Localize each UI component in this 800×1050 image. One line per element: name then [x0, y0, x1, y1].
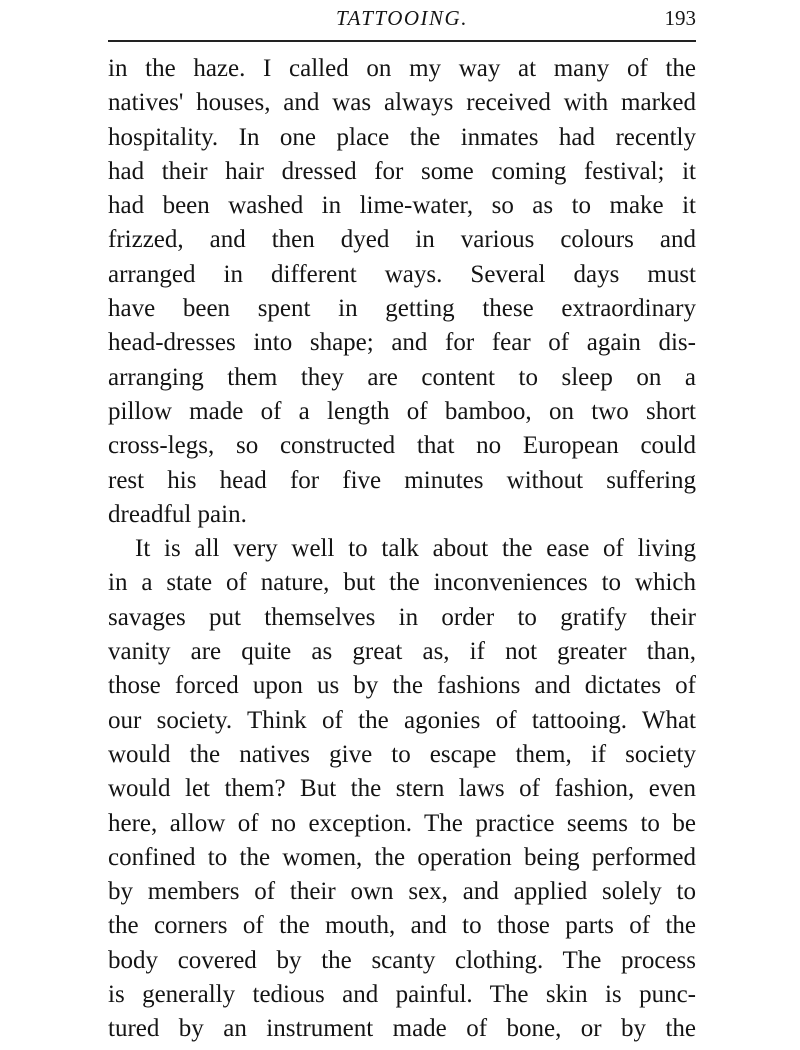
body-text — [108, 52, 696, 1047]
text-line: in the haze. I called on my way at many of the — [108, 55, 696, 82]
text-line: frizzed, and then dyed in various colours and — [108, 226, 696, 254]
running-head — [108, 6, 696, 36]
paragraph-start-line: It is all very well to talk about the ease of living — [135, 535, 696, 563]
text-line: in a state of nature, but the inconveniences to which — [108, 569, 696, 597]
text-line: would the natives give to escape them, if society — [108, 740, 696, 768]
text-line: arranged in different ways. Several days must — [108, 260, 696, 288]
text-line: natives' houses, and was always received with marked — [108, 89, 696, 117]
text-line: would let them? But the stern laws of fashion, even — [108, 775, 696, 803]
text-line: the corners of the mouth, and to those parts of the — [108, 912, 696, 940]
text-line: here, allow of no exception. The practice seems to be — [108, 809, 696, 837]
text-line: vanity are quite as great as, if not greater than, — [108, 638, 696, 666]
text-line: had been washed in lime-water, so as to make it — [108, 192, 696, 220]
text-line: had their hair dressed for some coming festival; it — [108, 157, 696, 185]
header-rule — [108, 40, 696, 42]
text-line: confined to the women, the operation being performed — [108, 843, 696, 871]
text-line: rest his head for five minutes without suffering — [108, 466, 696, 494]
text-line: head-dresses into shape; and for fear of again dis- — [108, 329, 696, 357]
text-line: those forced upon us by the fashions and dictates of — [108, 672, 696, 700]
running-title: TATTOOING. — [336, 6, 468, 30]
page-number: 193 — [664, 6, 696, 30]
text-line: by members of their own sex, and applied solely to — [108, 878, 696, 906]
text-line: our society. Think of the agonies of tattooing. What — [108, 706, 696, 734]
text-line: tured by an instrument made of bone, or by the — [108, 1015, 696, 1043]
text-line: pillow made of a length of bamboo, on two short — [108, 397, 696, 425]
text-line: hospitality. In one place the inmates had recently — [108, 123, 696, 151]
text-line: is generally tedious and painful. The skin is punc- — [108, 981, 696, 1009]
text-line: arranging them they are content to sleep on a — [108, 363, 696, 391]
text-line: savages put themselves in order to gratify their — [108, 603, 696, 631]
text-line: cross-legs, so constructed that no European could — [108, 432, 696, 460]
text-line: have been spent in getting these extraordinary — [108, 295, 696, 323]
text-line: body covered by the scanty clothing. The process — [108, 946, 696, 974]
paragraph-end-line: dreadful pain. — [108, 500, 247, 528]
